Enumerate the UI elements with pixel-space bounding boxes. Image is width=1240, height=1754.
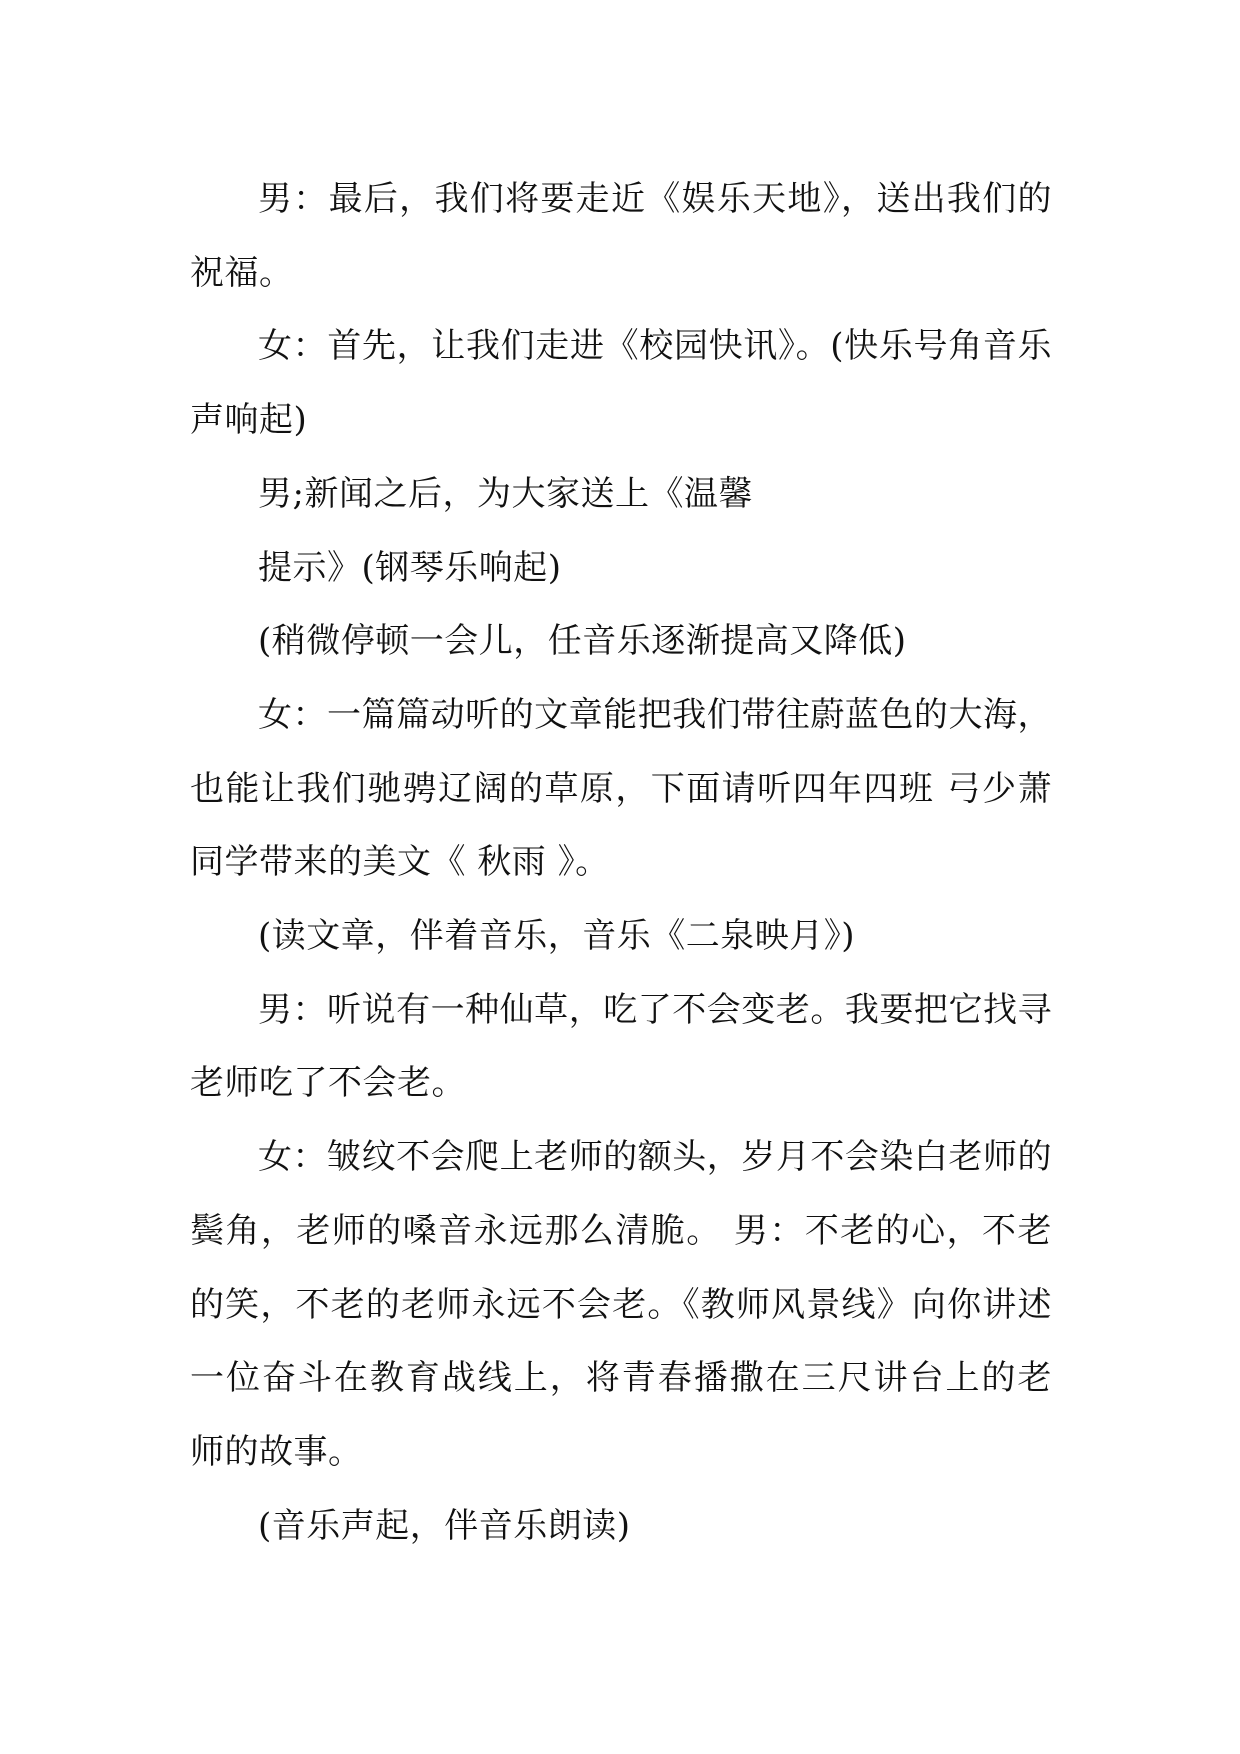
paragraph-article-intro: 女：一篇篇动听的文章能把我们带往蔚蓝色的大海，也能让我们驰骋辽阔的草原，下面请听四年四班 弓少萧同学带来的美文《 秋雨 》。 <box>190 694 1052 883</box>
paragraph-recitation-note: (音乐声起，伴音乐朗读) <box>258 1505 631 1546</box>
paragraph-music-pause-note: (稍微停顿一会儿，任音乐逐渐提高又降低) <box>258 621 907 662</box>
paragraph-reading-note: (读文章，伴着音乐，音乐《二泉映月》) <box>258 916 856 957</box>
document-body <box>190 163 1052 1563</box>
paragraph-campus-news-intro: 女：首先，让我们走进《校园快讯》。(快乐号角音乐声响起) <box>190 326 1052 441</box>
paragraph-teacher-story-intro: 女：皱纹不会爬上老师的额头，岁月不会染白老师的鬓角，老师的嗓音永远那么清脆。 男：不老的心，不老的笑，不老的老师永远不会老。《教师风景线》向你讲述一位奋斗在教育战线上，将青春播撒在三尺讲台上的老师的故事。 <box>190 1137 1052 1472</box>
paragraph-warm-tips-intro: 男;新闻之后，为大家送上《温馨 <box>258 473 753 514</box>
paragraph-magic-herb: 男：听说有一种仙草，吃了不会变老。我要把它找寻老师吃了不会老。 <box>190 989 1052 1104</box>
paragraph-warm-tips-continued: 提示》(钢琴乐响起) <box>258 547 562 588</box>
paragraph-entertainment-intro: 男：最后，我们将要走近《娱乐天地》，送出我们的祝福。 <box>190 179 1052 293</box>
